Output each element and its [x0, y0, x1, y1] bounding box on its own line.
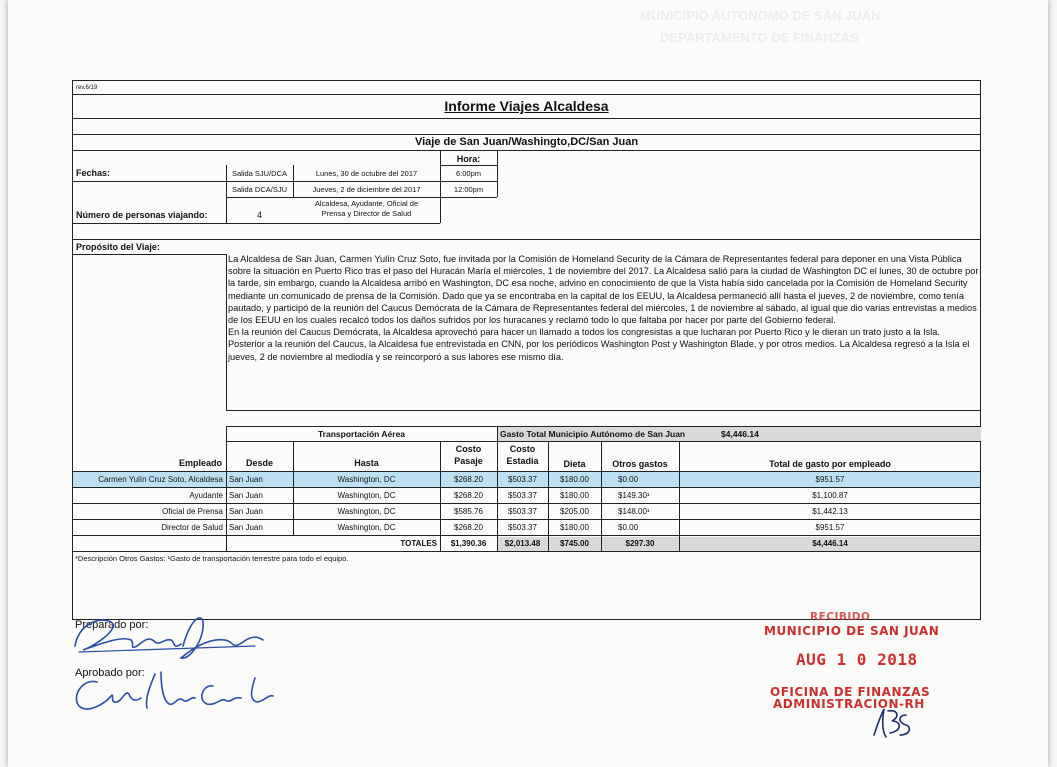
table-row-estadia: $503.37	[508, 507, 537, 516]
table-row-empleado: Ayudante	[189, 491, 223, 500]
proposito-paragraph-1: La Alcaldesa de San Juan, Carmen Yulín Cruz Soto, fue invitada por la Comisión de Homeland Security de la Cámara de Representantes federal para deponer en una Vista Pública sobre la situación en Puerto Rico tras el paso del Huracán María el miércoles, 1 de noviembre del 2017. La Alcaldesa salió para la ciudad de Washington DC el lunes, 30 de octubre por la tarde, sin embargo, cuando la Alcaldesa arribó en Washington, DC esa noche, advino en conocimiento de que la Vista había sido cancelada por la Comisión de Homeland Security mediante un comunicado de prensa de la Comisión. Dado que ya se encontraba en la capital de los EEUU, la Alcaldesa permaneció allí hasta el jueves, 2 de noviembre, como tenía pautado, y participó de la reunión del Caucus Demócrata de la Cámara de Representantes federal del miércoles, 1 de noviembre al sábado, al igual que dio varias entrevistas a medios de los EEUU en los cuales recalcó todos los daños sufridos por los huracanes y reclamó todo lo que faltaba por hacer por parte del Gobierno federal.	[228, 254, 979, 326]
col-dieta: Dieta	[563, 459, 586, 469]
table-row-otros: $0.00	[618, 475, 639, 484]
personas-count: 4	[256, 210, 262, 220]
col-empleado: Empleado	[178, 458, 222, 468]
personas-label: Número de personas viajando:	[76, 210, 208, 220]
total-municipio-label: Gasto Total Municipio Autónomo de San Juan	[500, 429, 686, 439]
col-pasaje-line1: Costo	[455, 444, 482, 454]
page-title: Informe Viajes Alcaldesa	[444, 98, 609, 114]
salida2-label: Salida DCA/SJU	[231, 185, 288, 194]
table-row-pasaje: $268.20	[454, 523, 483, 532]
table-row-dieta: $180.00	[560, 491, 589, 500]
bleed-through-text-1: MUNICIPIO AUTONOMO DE SAN JUAN	[640, 8, 881, 23]
table-row-total: $951.57	[815, 523, 845, 532]
personas-desc-line1: Alcaldesa, Ayudante, Oficial de	[314, 199, 419, 208]
stamp-recibido: RECIBIDO	[810, 611, 871, 623]
col-estadia-line2: Estadia	[506, 456, 539, 466]
col-pasaje-line2: Pasaje	[454, 456, 483, 466]
col-estadia-line1: Costo	[509, 444, 536, 454]
salida1-label: Salida SJU/DCA	[231, 169, 288, 178]
col-desde: Desde	[245, 458, 273, 468]
stamp-municipio: MUNICIPIO DE SAN JUAN	[764, 624, 940, 638]
totals-dieta: $745.00	[560, 539, 589, 548]
fechas-label: Fechas:	[76, 168, 111, 178]
table-row-desde: San Juan	[229, 491, 263, 500]
salida2-date: Jueves, 2 de diciembre del 2017	[312, 185, 421, 194]
salida1-time: 6:00pm	[455, 169, 482, 178]
table-row-desde: San Juan	[229, 475, 263, 484]
stamp-admin: ADMINISTRACION-RH	[773, 697, 925, 711]
stamp-initials	[868, 705, 918, 741]
table-row-empleado: Director de Salud	[161, 523, 223, 532]
totals-pasaje: $1,390.36	[450, 539, 487, 548]
aprobado-signature	[65, 660, 280, 718]
table-row-estadia: $503.37	[508, 523, 537, 532]
bleed-through-text-2: DEPARTAMENTO DE FINANZAS	[660, 30, 859, 45]
table-row-desde: San Juan	[229, 507, 263, 516]
totals-estadia: $2,013.48	[504, 539, 541, 548]
col-total: Total de gasto por empleado	[769, 459, 891, 469]
table-row-dieta: $180.00	[560, 523, 589, 532]
totals-otros: $297.30	[625, 539, 655, 548]
preparado-signature	[65, 606, 270, 664]
revision-label: rev.6/19	[76, 85, 98, 91]
table-row-hasta: Washington, DC	[337, 507, 396, 516]
total-municipio-value: $4,446.14	[721, 429, 759, 439]
hora-label: Hora:	[456, 154, 481, 164]
col-otros: Otros gastos	[612, 459, 668, 469]
col-hasta: Hasta	[354, 458, 379, 468]
footnote: *Descripción Otros Gastos: ¹Gasto de transportación terrestre para todo el equipo.	[75, 554, 349, 563]
stamp-date: AUG 1 0 2018	[796, 650, 918, 669]
proposito-label: Propósito del Viaje:	[76, 242, 160, 252]
totals-total: $4,446.14	[812, 539, 848, 548]
salida2-time: 12:00pm	[453, 185, 484, 194]
totals-label: TOTALES	[400, 539, 437, 548]
table-row-pasaje: $268.20	[454, 475, 483, 484]
table-row-pasaje: $268.20	[454, 491, 483, 500]
table-row-total: $1,442.13	[812, 507, 848, 516]
preparado-label: Preparado por:	[75, 619, 149, 631]
table-row-hasta: Washington, DC	[337, 491, 396, 500]
personas-desc-line2: Prensa y Director de Salud	[321, 209, 412, 218]
table-row-pasaje: $585.76	[454, 507, 483, 516]
table-row-desde: San Juan	[229, 523, 263, 532]
table-row-total: $1,100.87	[812, 491, 848, 500]
table-row-hasta: Washington, DC	[337, 523, 396, 532]
table-row-estadia: $503.37	[508, 475, 537, 484]
table-row-otros: $0.00	[618, 523, 639, 532]
table-row-otros: $149.30¹	[618, 491, 650, 500]
table-row-hasta: Washington, DC	[337, 475, 396, 484]
table-row-empleado: Oficial de Prensa	[162, 507, 223, 516]
table-row-empleado: Carmen Yulín Cruz Soto, Alcaldesa	[98, 475, 223, 484]
table-row-estadia: $503.37	[508, 491, 537, 500]
table-row-total: $951.57	[815, 475, 845, 484]
aprobado-label: Aprobado por:	[75, 667, 145, 679]
table-row-otros: $148.00¹	[618, 507, 650, 516]
salida1-date: Lunes, 30 de octubre del 2017	[315, 169, 418, 178]
proposito-paragraph-3: Posterior a la reunión del Caucus, la Alcaldesa fue entrevistada en CNN, por los periódicos Washington Post y Washington Blade, y por otros medios. La Alcaldesa regresó a la Isla el jueves, 2 de noviembre al mediodía y se reincorporó a sus labores ese mismo día.	[228, 339, 970, 362]
proposito-paragraph-2: En la reunión del Caucus Demócrata, la Alcaldesa aprovechó para hacer un llamado a todos los congresistas a que lucharan por Puerto Rico y le dieran un trato justo a la Isla.	[228, 327, 940, 338]
transport-header: Transportación Aérea	[317, 429, 406, 439]
proposito-text	[228, 253, 980, 363]
stamp-oficina: OFICINA DE FINANZAS	[770, 685, 931, 699]
table-row-dieta: $180.00	[560, 475, 589, 484]
trip-title: Viaje de San Juan/Washingto,DC/San Juan	[414, 136, 639, 148]
table-row-dieta: $205.00	[560, 507, 589, 516]
